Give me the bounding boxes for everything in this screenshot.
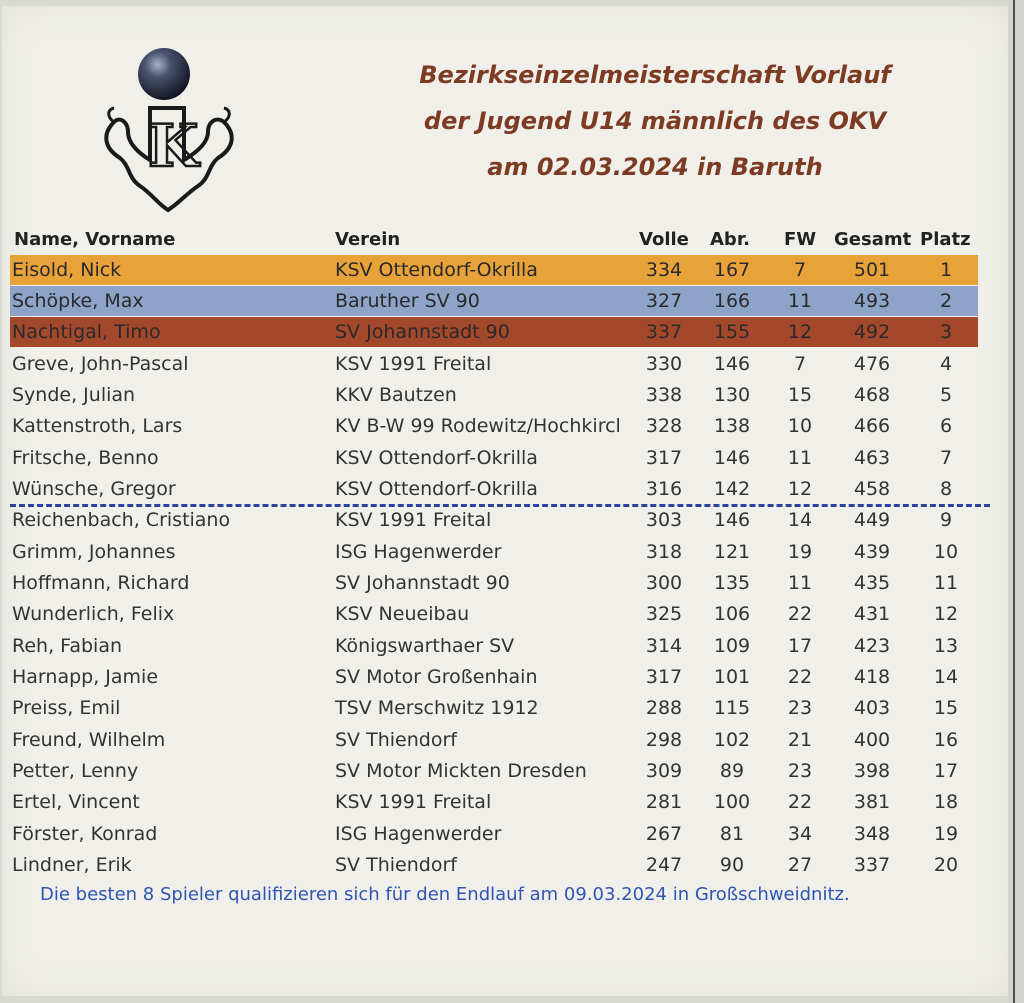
- table-cell-club: KSV 1991 Freital: [335, 791, 492, 813]
- table-cell-abr: 167: [713, 259, 751, 281]
- table-cell-gesamt: 423: [853, 635, 891, 657]
- table-cell-fw: 23: [787, 697, 813, 719]
- table-cell-club: KV B-W 99 Rodewitz/Hochkircl: [335, 415, 621, 437]
- table-row: [10, 693, 978, 723]
- table-cell-gesamt: 463: [853, 447, 891, 469]
- table-cell-name: Nachtigal, Timo: [12, 321, 161, 343]
- table-cell-name: Grimm, Johannes: [12, 541, 176, 563]
- table-row: [10, 787, 978, 817]
- table-cell-gesamt: 492: [853, 321, 891, 343]
- table-cell-platz: 20: [933, 854, 959, 876]
- table-cell-fw: 22: [787, 603, 813, 625]
- table-cell-abr: 101: [713, 666, 751, 688]
- table-cell-abr: 100: [713, 791, 751, 813]
- table-cell-club: TSV Merschwitz 1912: [335, 697, 539, 719]
- header-name: Name, Vorname: [14, 229, 176, 250]
- table-cell-name: Lindner, Erik: [12, 854, 132, 876]
- table-cell-club: KSV Neueibau: [335, 603, 470, 625]
- table-cell-abr: 115: [713, 697, 751, 719]
- table-cell-platz: 2: [939, 290, 953, 312]
- table-cell-platz: 12: [933, 603, 959, 625]
- table-cell-club: Baruther SV 90: [335, 290, 480, 312]
- table-cell-gesamt: 348: [853, 823, 891, 845]
- table-cell-club: SV Motor Mickten Dresden: [335, 760, 587, 782]
- table-cell-abr: 142: [713, 478, 751, 500]
- table-row: [10, 662, 978, 692]
- table-cell-club: SV Thiendorf: [335, 729, 457, 751]
- table-cell-platz: 17: [933, 760, 959, 782]
- table-cell-fw: 11: [787, 572, 813, 594]
- table-cell-name: Petter, Lenny: [12, 760, 139, 782]
- table-cell-platz: 14: [933, 666, 959, 688]
- table-cell-club: KSV Ottendorf-Okrilla: [335, 478, 538, 500]
- table-cell-abr: 102: [713, 729, 751, 751]
- table-cell-abr: 81: [719, 823, 745, 845]
- table-row: [10, 255, 978, 285]
- table-cell-platz: 9: [939, 509, 953, 531]
- table-cell-volle: 327: [645, 290, 683, 312]
- table-row: [10, 568, 978, 598]
- table-cell-fw: 23: [787, 760, 813, 782]
- table-cell-name: Hoffmann, Richard: [12, 572, 190, 594]
- table-cell-volle: 314: [645, 635, 683, 657]
- table-cell-abr: 146: [713, 447, 751, 469]
- table-cell-abr: 130: [713, 384, 751, 406]
- table-cell-club: SV Johannstadt 90: [335, 572, 510, 594]
- table-cell-name: Harnapp, Jamie: [12, 666, 159, 688]
- table-row: [10, 819, 978, 849]
- table-cell-fw: 10: [787, 415, 813, 437]
- table-cell-abr: 146: [713, 353, 751, 375]
- table-cell-platz: 6: [939, 415, 953, 437]
- table-cell-volle: 330: [645, 353, 683, 375]
- table-cell-name: Wunderlich, Felix: [12, 603, 175, 625]
- header-platz: Platz: [920, 229, 971, 250]
- table-cell-volle: 318: [645, 541, 683, 563]
- table-cell-club: KKV Bautzen: [335, 384, 457, 406]
- table-cell-gesamt: 431: [853, 603, 891, 625]
- table-cell-fw: 15: [787, 384, 813, 406]
- table-cell-fw: 22: [787, 791, 813, 813]
- table-cell-gesamt: 501: [853, 259, 891, 281]
- table-cell-volle: 288: [645, 697, 683, 719]
- table-cell-name: Schöpke, Max: [12, 290, 144, 312]
- table-cell-abr: 146: [713, 509, 751, 531]
- page-title: [400, 52, 910, 190]
- table-cell-volle: 281: [645, 791, 683, 813]
- header-abr: Abr.: [710, 229, 750, 250]
- table-cell-abr: 90: [719, 854, 745, 876]
- table-cell-club: SV Motor Großenhain: [335, 666, 538, 688]
- table-cell-club: KSV Ottendorf-Okrilla: [335, 259, 538, 281]
- table-cell-fw: 21: [787, 729, 813, 751]
- table-cell-abr: 109: [713, 635, 751, 657]
- table-cell-name: Ertel, Vincent: [12, 791, 140, 813]
- table-cell-volle: 328: [645, 415, 683, 437]
- title-line-3: am 02.03.2024 in Baruth: [487, 153, 823, 181]
- table-cell-name: Greve, John-Pascal: [12, 353, 189, 375]
- table-cell-fw: 12: [787, 478, 813, 500]
- table-cell-volle: 247: [645, 854, 683, 876]
- title-line-2: der Jugend U14 männlich des OKV: [423, 107, 887, 135]
- table-cell-club: KSV 1991 Freital: [335, 353, 492, 375]
- table-cell-abr: 121: [713, 541, 751, 563]
- table-cell-gesamt: 439: [853, 541, 891, 563]
- table-cell-platz: 16: [933, 729, 959, 751]
- table-cell-platz: 3: [939, 321, 953, 343]
- table-cell-abr: 135: [713, 572, 751, 594]
- table-cell-platz: 15: [933, 697, 959, 719]
- table-cell-volle: 303: [645, 509, 683, 531]
- table-cell-volle: 325: [645, 603, 683, 625]
- table-cell-gesamt: 381: [853, 791, 891, 813]
- table-cell-abr: 138: [713, 415, 751, 437]
- table-cell-abr: 106: [713, 603, 751, 625]
- table-row: [10, 286, 978, 316]
- table-cell-volle: 300: [645, 572, 683, 594]
- table-cell-club: KSV Ottendorf-Okrilla: [335, 447, 538, 469]
- table-cell-fw: 7: [793, 259, 807, 281]
- table-cell-volle: 298: [645, 729, 683, 751]
- table-row: [10, 725, 978, 755]
- table-row: [10, 505, 978, 535]
- table-cell-platz: 19: [933, 823, 959, 845]
- table-cell-name: Eisold, Nick: [12, 259, 122, 281]
- table-cell-gesamt: 468: [853, 384, 891, 406]
- header-volle: Volle: [639, 229, 689, 250]
- table-cell-abr: 155: [713, 321, 751, 343]
- table-cell-volle: 267: [645, 823, 683, 845]
- table-cell-gesamt: 403: [853, 697, 891, 719]
- table-cell-abr: 89: [719, 760, 745, 782]
- table-cell-fw: 27: [787, 854, 813, 876]
- table-cell-platz: 5: [939, 384, 953, 406]
- table-cell-name: Preiss, Emil: [12, 697, 121, 719]
- table-cell-club: KSV 1991 Freital: [335, 509, 492, 531]
- table-cell-fw: 19: [787, 541, 813, 563]
- table-cell-gesamt: 337: [853, 854, 891, 876]
- table-cell-platz: 7: [939, 447, 953, 469]
- table-cell-name: Kattenstroth, Lars: [12, 415, 183, 437]
- title-line-1: Bezirkseinzelmeisterschaft Vorlauf: [419, 61, 891, 89]
- qualification-cut-line: [10, 504, 990, 507]
- table-cell-platz: 1: [939, 259, 953, 281]
- table-cell-volle: 338: [645, 384, 683, 406]
- table-cell-gesamt: 418: [853, 666, 891, 688]
- table-cell-platz: 8: [939, 478, 953, 500]
- table-cell-gesamt: 493: [853, 290, 891, 312]
- table-row: [10, 631, 978, 661]
- table-row: [10, 756, 978, 786]
- table-cell-volle: 316: [645, 478, 683, 500]
- table-row: [10, 474, 978, 504]
- table-row: [10, 349, 978, 379]
- bowling-club-logo-icon: [100, 44, 240, 219]
- table-row: [10, 850, 978, 880]
- header-gesamt: Gesamt: [834, 229, 912, 250]
- table-cell-fw: 17: [787, 635, 813, 657]
- table-cell-gesamt: 398: [853, 760, 891, 782]
- table-cell-gesamt: 435: [853, 572, 891, 594]
- table-cell-name: Reh, Fabian: [12, 635, 123, 657]
- table-cell-name: Wünsche, Gregor: [12, 478, 176, 500]
- table-cell-fw: 11: [787, 290, 813, 312]
- table-cell-abr: 166: [713, 290, 751, 312]
- table-cell-platz: 13: [933, 635, 959, 657]
- table-row: [10, 537, 978, 567]
- table-cell-volle: 317: [645, 447, 683, 469]
- table-cell-name: Förster, Konrad: [12, 823, 158, 845]
- table-cell-gesamt: 458: [853, 478, 891, 500]
- table-cell-fw: 22: [787, 666, 813, 688]
- table-cell-fw: 14: [787, 509, 813, 531]
- table-cell-gesamt: 400: [853, 729, 891, 751]
- table-cell-gesamt: 449: [853, 509, 891, 531]
- header-club: Verein: [335, 229, 401, 250]
- table-cell-volle: 317: [645, 666, 683, 688]
- table-cell-club: SV Thiendorf: [335, 854, 457, 876]
- table-cell-name: Freund, Wilhelm: [12, 729, 166, 751]
- table-cell-fw: 34: [787, 823, 813, 845]
- table-cell-platz: 10: [933, 541, 959, 563]
- table-cell-name: Fritsche, Benno: [12, 447, 159, 469]
- table-cell-fw: 11: [787, 447, 813, 469]
- table-cell-club: ISG Hagenwerder: [335, 823, 502, 845]
- table-cell-platz: 11: [933, 572, 959, 594]
- table-cell-club: SV Johannstadt 90: [335, 321, 510, 343]
- table-cell-volle: 334: [645, 259, 683, 281]
- table-cell-name: Synde, Julian: [12, 384, 136, 406]
- table-cell-name: Reichenbach, Cristiano: [12, 509, 231, 531]
- table-row: [10, 380, 978, 410]
- table-cell-club: ISG Hagenwerder: [335, 541, 502, 563]
- table-cell-fw: 7: [793, 353, 807, 375]
- footer-note: Die besten 8 Spieler qualifizieren sich für den Endlauf am 09.03.2024 in Großschweidnitz.: [40, 884, 850, 905]
- logo-letter: K: [148, 112, 199, 180]
- header-fw: FW: [784, 229, 817, 250]
- table-row: [10, 599, 978, 629]
- table-cell-gesamt: 476: [853, 353, 891, 375]
- table-cell-fw: 12: [787, 321, 813, 343]
- table-row: [10, 317, 978, 347]
- table-row: [10, 443, 978, 473]
- table-cell-volle: 309: [645, 760, 683, 782]
- table-cell-platz: 4: [939, 353, 953, 375]
- table-cell-gesamt: 466: [853, 415, 891, 437]
- screen-edge: [1008, 0, 1024, 1003]
- table-cell-volle: 337: [645, 321, 683, 343]
- table-row: [10, 411, 978, 441]
- table-cell-club: Königswarthaer SV: [335, 635, 515, 657]
- table-cell-platz: 18: [933, 791, 959, 813]
